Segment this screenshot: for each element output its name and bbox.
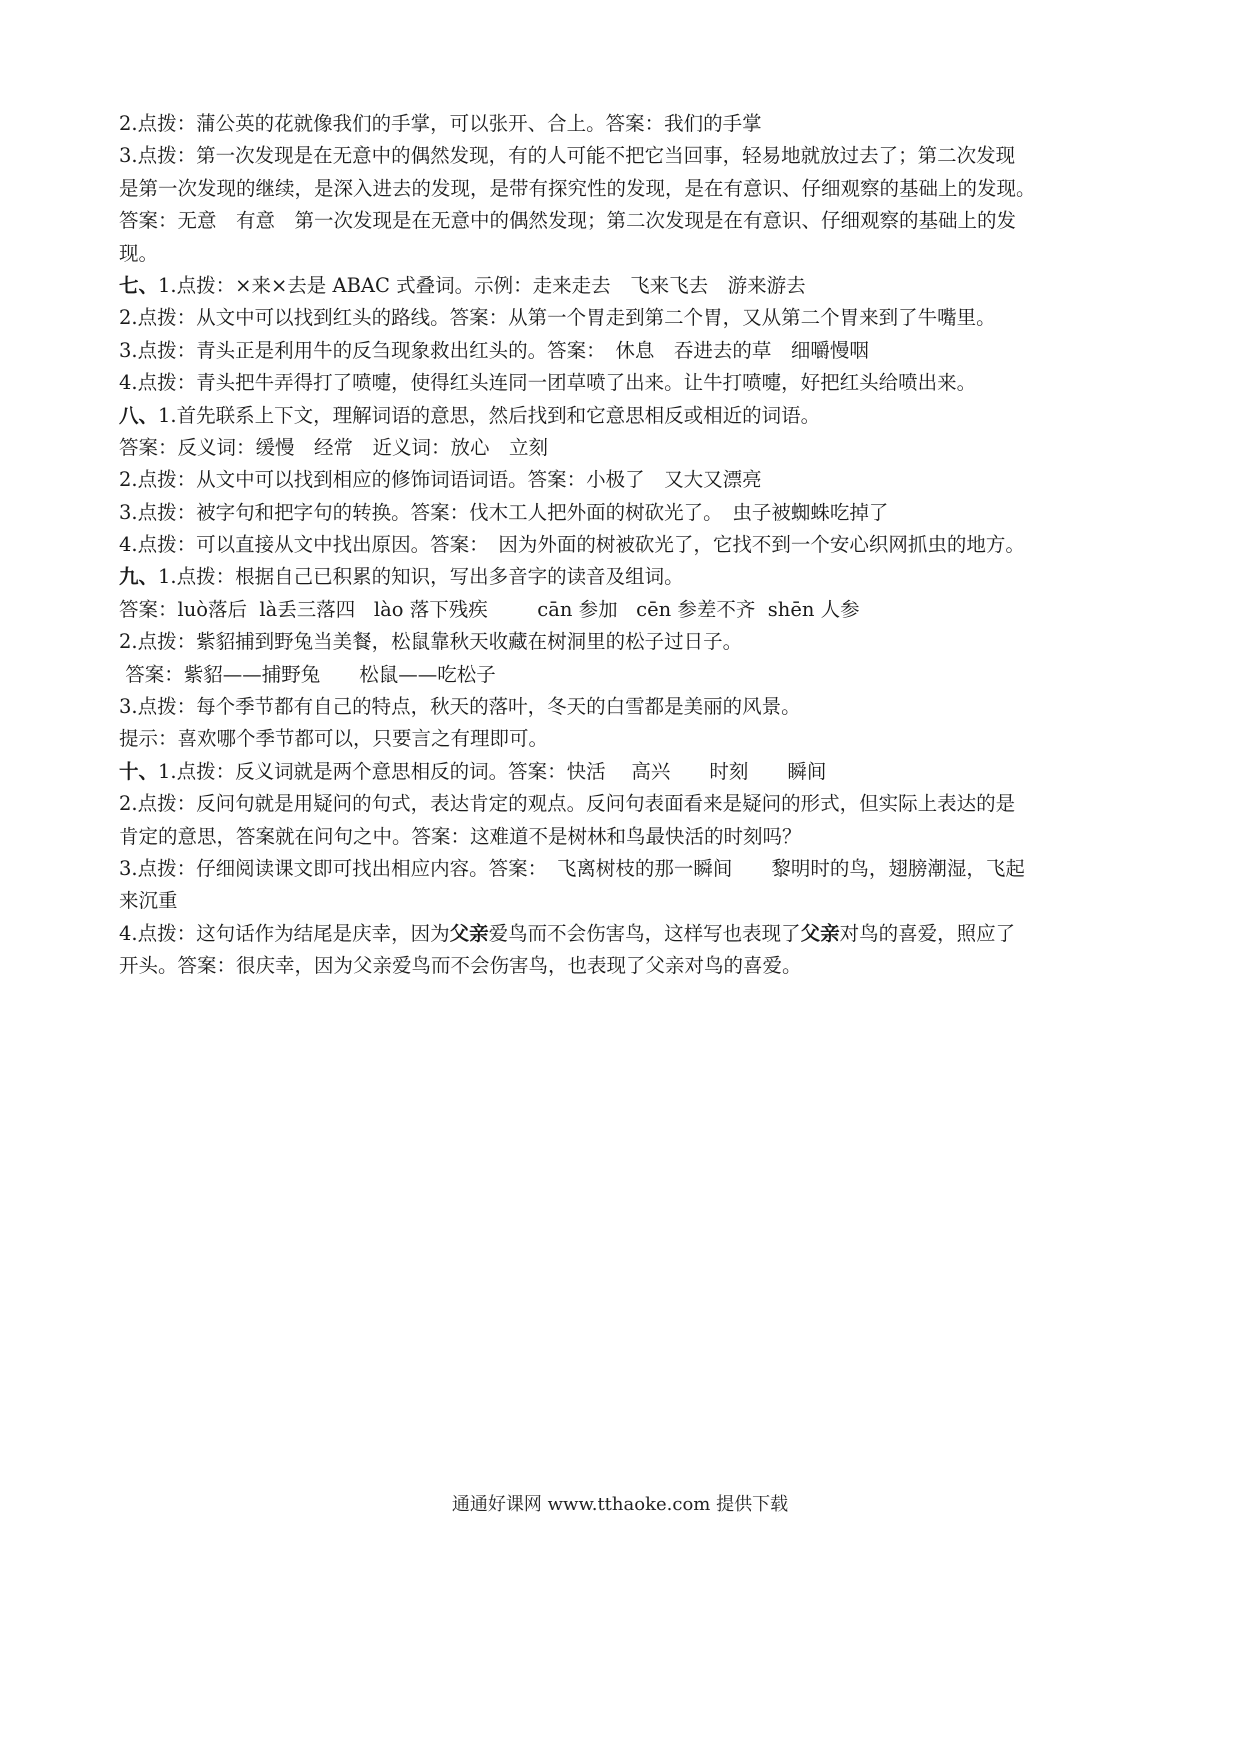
text-line: 答案：反义词：缓慢 经常 近义词：放心 立刻 [119,435,549,459]
text-line: 3.点拨：被字句和把字句的转换。答案：伐木工人把外面的树砍光了。 虫子被蜘蛛吃掉了 [119,500,889,524]
answer-document [119,108,1129,983]
text-line: 3.点拨：仔细阅读课文即可找出相应内容。答案： 飞离树枝的那一瞬间 黎明时的鸟，翅膀潮湿，飞起 [119,856,1025,880]
text-line: 肯定的意思，答案就在问句之中。答案：这难道不是树林和鸟最快活的时刻吗？ [119,824,802,848]
text-line: 3.点拨：每个季节都有自己的特点，秋天的落叶，冬天的白雪都是美丽的风景。 [119,695,801,719]
text-line: 答案：无意 有意 第一次发现是在无意中的偶然发现；第二次发现是在有意识、仔细观察的基础上的发 [119,209,1017,233]
text-line: 3.点拨：第一次发现是在无意中的偶然发现，有的人可能不把它当回事，轻易地就放过去了；第二次发现 [119,144,1016,168]
text-span: 对鸟的喜爱，照应了 [839,921,1016,945]
text-line: 4.点拨：青头把牛弄得打了喷嚏，使得红头连同一团草喷了出来。让牛打喷嚏，好把红头给喷出来。 [119,371,977,395]
text-line: 开头。答案：很庆幸，因为父亲爱鸟而不会伤害鸟，也表现了父亲对鸟的喜爱。 [119,954,802,978]
text-line [119,918,1129,950]
text-line: 2.点拨：蒲公英的花就像我们的手掌，可以张开、合上。答案：我们的手掌 [119,112,762,135]
text-line: 提示：喜欢哪个季节都可以，只要言之有理即可。 [119,727,549,751]
text-span: 1.点拨：反义词就是两个意思相反的词。答案：快活 高兴 时刻 瞬间 [158,759,827,783]
text-span: 4.点拨：这句话作为结尾是庆幸，因为 [119,921,450,945]
bold-word: 父亲 [800,921,840,945]
text-span: 1.首先联系上下文，理解词语的意思，然后找到和它意思相反或相近的词语。 [158,403,821,427]
text-span: 1.点拨：根据自己已积累的知识，写出多音字的读音及组词。 [158,565,684,589]
text-line: 答案：luò落后 là丢三落四 lào 落下残疾 cān 参加 cēn 参差不齐 shēn 人参 [119,597,860,621]
text-line: 2.点拨：从文中可以找到红头的路线。答案：从第一个胃走到第二个胃，又从第二个胃来到了牛嘴里。 [119,306,996,330]
text-line: 4.点拨：可以直接从文中找出原因。答案： 因为外面的树被砍光了，它找不到一个安心织网抓虫的地方。 [119,533,1025,557]
section-10-line [119,756,1129,788]
text-line: 来沉重 [119,889,178,913]
text-line: 2.点拨：反问句就是用疑问的句式，表达肯定的观点。反问句表面看来是疑问的形式，但实际上表达的是 [119,792,1016,816]
text-line: 答案：紫貂——捕野兔 松鼠——吃松子 [119,662,496,686]
section-8-line [119,400,1129,432]
section-7-line [119,270,1129,302]
section-number: 九、 [119,565,159,589]
text-line: 2.点拨：紫貂捕到野兔当美餐，松鼠靠秋天收藏在树洞里的松子过日子。 [119,630,743,654]
text-line: 是第一次发现的继续，是深入进去的发现，是带有探究性的发现，是在有意识、仔细观察的基础上的发现。 [119,176,1036,200]
text-line: 3.点拨：青头正是利用牛的反刍现象救出红头的。答案： 休息 吞进去的草 细嚼慢咽 [119,338,869,362]
text-span: 爱鸟而不会伤害鸟，这样写也表现了 [488,921,801,945]
text-line: 2.点拨：从文中可以找到相应的修饰词语词语。答案：小极了 又大又漂亮 [119,468,762,492]
section-number: 七、 [119,273,159,297]
section-9-line [119,561,1129,593]
section-number: 十、 [119,759,159,783]
text-span: 1.点拨：×来×去是 ABAC 式叠词。示例：走来走去 飞来飞去 游来游去 [158,273,806,297]
page-footer: 通通好课网 www.tthaoke.com 提供下载 [451,1494,789,1515]
section-number: 八、 [119,403,159,427]
text-line: 现。 [119,241,159,265]
bold-word: 父亲 [449,921,489,945]
